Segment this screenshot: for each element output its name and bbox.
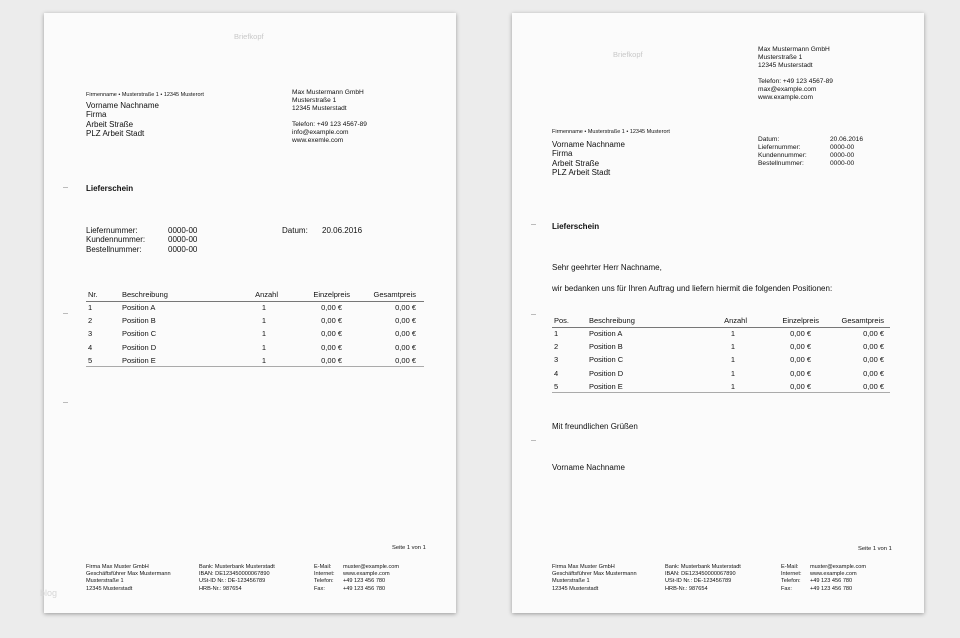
company-address [758,46,833,102]
cell-pos: 3 [554,355,559,365]
cell-pos: 4 [554,368,559,378]
cell-total-price: 0,00 € [863,355,884,365]
table-header-row [552,315,890,327]
cell-quantity: 1 [261,329,266,339]
footer-contact [314,564,399,593]
company-name: Max Mustermann GmbH [292,89,364,96]
table-row [552,327,890,340]
cell-description: Position A [122,303,156,313]
meta-value: 0000-00 [830,160,855,167]
cell-total-price: 0,00 € [350,354,424,367]
cell-description: Position E [122,354,220,367]
col-header-description: Beschreibung [589,315,689,327]
meta-value: 0000-00 [830,152,855,159]
cell-unit-price: 0,00 € [790,368,811,378]
cell-unit-price: 0,00 € [790,329,811,339]
meta-value: 20.06.2016 [830,136,864,143]
sender-line: Firmenname • Musterstraße 1 • 12345 Musterort [86,92,204,98]
delivery-meta [758,136,863,168]
cell-total-price: 0,00 € [395,316,416,326]
cell-unit-price: 0,00 € [278,354,350,367]
recipient-company: Firma [86,110,107,120]
closing: Mit freundlichen Grüßen [552,422,638,431]
company-city: 12345 Musterstadt [292,105,347,112]
table-row [552,367,890,380]
footer-label: Fax: [314,585,325,592]
footer-line: 12345 Musterstadt [86,585,133,592]
cell-unit-price: 0,00 € [321,329,342,339]
footer-contact [781,564,866,593]
punch-mark [531,314,536,315]
footer-line: USt-ID Nr.: DE-123456789 [199,578,266,585]
cell-nr: 3 [88,329,93,339]
meta-label: Kundennummer: [86,235,146,245]
recipient-address [86,101,159,139]
cell-total-price: 0,00 € [863,368,884,378]
table-row [86,354,424,367]
cell-description: Position A [589,329,623,339]
cell-quantity: 1 [730,342,735,352]
recipient-address [552,140,625,178]
fold-mark-bottom [531,440,536,441]
company-email: info@example.com [292,129,349,136]
footer-label: Fax: [781,585,792,592]
cell-quantity: 1 [689,380,747,393]
cell-quantity: 1 [261,303,266,313]
cell-description: Position D [122,342,157,352]
company-phone: Telefon: +49 123 4567-89 [758,78,833,85]
cell-description: Position C [589,355,624,365]
cell-description: Position C [122,329,157,339]
footer-email: muster@example.com [810,564,867,570]
footer-company [86,564,171,593]
cell-description: Position E [589,380,689,393]
cell-nr: 4 [88,342,93,352]
table-header-row [86,289,424,301]
table-row [86,301,424,314]
table-row [552,353,890,366]
positions-table [86,289,424,367]
cell-pos: 1 [554,329,559,339]
fold-mark-bottom [63,402,68,403]
cell-quantity: 1 [261,342,266,352]
date-label: Datum: [282,226,308,235]
col-header-total-price: Gesamtpreis [819,315,890,327]
meta-value: 0000-00 [168,244,198,254]
cell-unit-price: 0,00 € [790,355,811,365]
col-header-pos: Pos. [552,315,589,327]
fold-mark-top [531,224,536,225]
cell-unit-price: 0,00 € [747,380,819,393]
recipient-name: Vorname Nachname [552,140,625,149]
recipient-street: Arbeit Straße [86,119,134,129]
footer-line: Bank: Musterbank Musterstadt [199,564,275,570]
recipient-name: Vorname Nachname [86,101,159,110]
table-row [552,380,890,393]
col-header-nr: Nr. [86,289,122,301]
footer-line: IBAN: DE123450000067890 [199,571,270,578]
fold-mark-top [63,187,68,188]
cell-quantity: 1 [730,368,735,378]
company-web: www.exemle.com [292,137,344,144]
company-street: Musterstraße 1 [292,97,337,104]
table-row [552,340,890,353]
cell-nr: 5 [86,354,122,367]
cell-nr: 2 [88,316,93,326]
salutation: Sehr geehrter Herr Nachname, [552,263,662,272]
letterhead-logo: Briefkopf [613,50,643,59]
cell-description: Position B [589,342,623,352]
recipient-street: Arbeit Straße [552,158,600,168]
cell-unit-price: 0,00 € [790,342,811,352]
footer-line: Geschäftsführer Max Mustermann [552,571,637,578]
footer-line: HRB-Nr.: 987654 [665,585,708,592]
footer-line: HRB-Nr.: 987654 [199,585,242,592]
cell-unit-price: 0,00 € [321,316,342,326]
footer-fax: +49 123 456 780 [810,585,853,592]
cell-quantity: 1 [730,329,735,339]
page-number: Seite 1 von 1 [392,545,426,551]
footer-web: www.example.com [343,571,390,578]
meta-label: Liefernummer: [86,226,138,235]
table-row [86,327,424,340]
document-page-2 [512,13,924,613]
footer-label: Internet: [314,571,335,578]
cell-total-price: 0,00 € [863,342,884,352]
recipient-city: PLZ Arbeit Stadt [552,168,611,178]
company-city: 12345 Musterstadt [758,62,813,69]
col-header-total-price: Gesamtpreis [350,289,424,301]
cell-description: Position B [122,316,156,326]
footer-bank [199,564,275,593]
footer-line: Musterstraße 1 [86,578,124,585]
company-street: Musterstraße 1 [758,54,803,61]
company-email: max@example.com [758,86,817,93]
footer-web: www.example.com [810,571,857,578]
cell-total-price: 0,00 € [395,303,416,313]
footer-company [552,564,637,593]
punch-mark [63,313,68,314]
footer-label: E-Mail: [781,564,799,570]
table-row [86,341,424,354]
cell-total-price: 0,00 € [395,329,416,339]
watermark: blog [40,588,58,598]
footer-fax: +49 123 456 780 [343,585,386,592]
cell-unit-price: 0,00 € [321,303,342,313]
footer-line: Musterstraße 1 [552,578,590,585]
document-page-1 [40,13,456,613]
cell-quantity: 1 [730,355,735,365]
meta-label: Liefernummer: [758,144,801,151]
footer-label: E-Mail: [314,564,332,570]
footer-phone: +49 123 456 780 [810,578,853,585]
footer-line: Firma Max Muster GmbH [552,564,615,570]
meta-value: 0000-00 [168,226,198,235]
meta-value: 0000-00 [830,144,855,151]
cell-description: Position D [589,368,624,378]
company-name: Max Mustermann GmbH [758,46,830,53]
col-header-description: Beschreibung [122,289,220,301]
col-header-quantity: Anzahl [220,289,278,301]
cell-nr: 1 [88,303,93,313]
col-header-quantity: Anzahl [689,315,747,327]
footer-email: muster@example.com [343,564,400,570]
date-value: 20.06.2016 [322,226,363,235]
footer-label: Telefon: [314,578,334,585]
cell-total-price: 0,00 € [863,329,884,339]
footer-line: USt-ID Nr.: DE-123456789 [665,578,732,585]
footer-line: Firma Max Muster GmbH [86,564,149,570]
cell-total-price: 0,00 € [395,342,416,352]
meta-label: Bestellnummer: [86,244,142,254]
footer-phone: +49 123 456 780 [343,578,386,585]
sender-line: Firmenname • Musterstraße 1 • 12345 Musterort [552,129,670,135]
meta-label: Bestellnummer: [758,160,804,167]
cell-quantity: 1 [220,354,278,367]
footer-line: Bank: Musterbank Musterstadt [665,564,741,570]
col-header-unit-price: Einzelpreis [278,289,350,301]
positions-table [552,315,890,393]
meta-value: 0000-00 [168,235,198,245]
footer-label: Internet: [781,571,802,578]
cell-pos: 5 [552,380,589,393]
signature-name: Vorname Nachname [552,463,625,472]
meta-label: Datum: [758,136,780,143]
footer-label: Telefon: [781,578,801,585]
document-title: Lieferschein [552,222,600,231]
company-web: www.example.com [758,94,813,101]
recipient-company: Firma [552,149,573,159]
cell-total-price: 0,00 € [819,380,890,393]
footer-bank [665,564,741,593]
company-phone: Telefon: +49 123 4567-89 [292,121,367,128]
intro-text: wir bedanken uns für Ihren Auftrag und liefern hiermit die folgenden Positionen: [552,284,833,293]
page-number: Seite 1 von 1 [858,546,892,552]
cell-unit-price: 0,00 € [321,342,342,352]
date-field [282,226,362,235]
meta-label: Kundennummer: [758,152,807,159]
footer-line: 12345 Musterstadt [552,585,599,592]
cell-quantity: 1 [261,316,266,326]
footer-line: Geschäftsführer Max Mustermann [86,571,171,578]
footer-line: IBAN: DE123450000067890 [665,571,736,578]
document-title: Lieferschein [86,184,134,193]
letterhead-logo: Briefkopf [234,32,264,41]
company-address [292,89,367,145]
table-row [86,314,424,327]
recipient-city: PLZ Arbeit Stadt [86,129,145,139]
col-header-unit-price: Einzelpreis [747,315,819,327]
delivery-meta [86,226,197,254]
cell-pos: 2 [554,342,559,352]
